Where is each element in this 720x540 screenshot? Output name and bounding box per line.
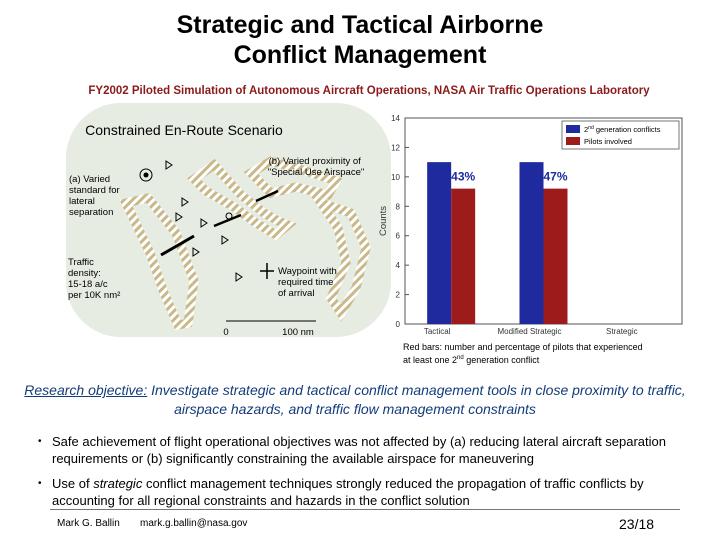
bar-percent-label: 43% bbox=[451, 169, 476, 184]
y-tick-label: 6 bbox=[395, 231, 400, 241]
y-tick-label: 4 bbox=[395, 261, 400, 271]
bar bbox=[451, 189, 475, 324]
bullet-1 bbox=[38, 433, 692, 467]
footer-email: mark.g.ballin@nasa.gov bbox=[140, 518, 248, 529]
waypoint-label: Waypoint with required time of arrival bbox=[278, 266, 337, 299]
aircraft-dot-icon bbox=[144, 173, 149, 178]
chart-caption-line-1: Red bars: number and percentage of pilots that experienced bbox=[403, 342, 643, 352]
bullet-1-symbol: • bbox=[38, 436, 42, 447]
bullet-2-text: Use of strategic conflict management techniques strongly reduced the propagation of traffic conflicts by accounting for all regional constraints and hazards in the conflict solution bbox=[52, 476, 644, 508]
y-tick-label: 8 bbox=[395, 202, 400, 212]
x-tick-label: Modified Strategic bbox=[497, 327, 562, 336]
research-objective bbox=[0, 381, 710, 419]
scenario-diagram bbox=[66, 103, 391, 337]
title-line-1: Strategic and Tactical Airborne bbox=[176, 11, 544, 39]
y-tick-label: 12 bbox=[391, 143, 400, 153]
footer-author: Mark G. Ballin bbox=[57, 518, 120, 529]
subtitle: FY2002 Piloted Simulation of Autonomous Aircraft Operations, NASA Air Traffic Operations Laboratory bbox=[88, 85, 650, 97]
legend-label-pilots: Pilots involved bbox=[584, 137, 632, 146]
traffic-density-label: Traffic density: 15-18 a/c per 10K nm² bbox=[68, 257, 121, 301]
conflict-bar-chart bbox=[366, 112, 686, 344]
title-line-2: Conflict Management bbox=[233, 41, 487, 69]
bullet-1-text: Safe achievement of flight operational objectives was not affected by (a) reducing lateral aircraft separation requirements or (b) significantly constraining the available airspace for maneuvering bbox=[52, 434, 666, 466]
y-tick-label: 0 bbox=[395, 320, 400, 329]
chart-caption bbox=[403, 342, 703, 366]
y-tick-label: 2 bbox=[395, 290, 400, 300]
y-axis-label: Counts bbox=[378, 205, 389, 237]
x-tick-label: Strategic bbox=[606, 327, 638, 336]
scale-start-label: 0 bbox=[223, 327, 229, 337]
slide-title bbox=[0, 10, 720, 70]
bar bbox=[544, 189, 568, 324]
scale-end-label: 100 nm bbox=[282, 327, 314, 337]
research-objective-text: Investigate strategic and tactical conflict management tools in close proximity to traffic, airspace hazards, and traffic flow management constraints bbox=[147, 382, 686, 417]
chart-caption-line-2: at least one 2nd generation conflict bbox=[403, 355, 540, 365]
scenario-heading: Constrained En-Route Scenario bbox=[85, 122, 283, 138]
bullet-2 bbox=[38, 475, 692, 509]
label-a: (a) Varied standard for lateral separation bbox=[69, 174, 120, 218]
page-number: 23/18 bbox=[619, 516, 655, 532]
chart-legend bbox=[562, 121, 679, 149]
legend-swatch-pilots bbox=[566, 137, 580, 145]
research-objective-lead: Research objective: bbox=[24, 382, 148, 398]
legend-label-conflicts: 2nd generation conflicts bbox=[584, 125, 661, 134]
legend-swatch-conflicts bbox=[566, 125, 580, 133]
bar-percent-label: 47% bbox=[543, 169, 568, 184]
label-b: (b) Varied proximity of "Special Use Airspace" bbox=[267, 156, 365, 178]
bar bbox=[427, 162, 451, 324]
x-tick-label: Tactical bbox=[423, 327, 451, 336]
footer-divider bbox=[50, 509, 680, 510]
bar bbox=[520, 162, 544, 324]
bullet-2-symbol: • bbox=[38, 478, 42, 489]
y-tick-label: 10 bbox=[391, 172, 400, 182]
y-tick-label: 14 bbox=[391, 114, 400, 123]
